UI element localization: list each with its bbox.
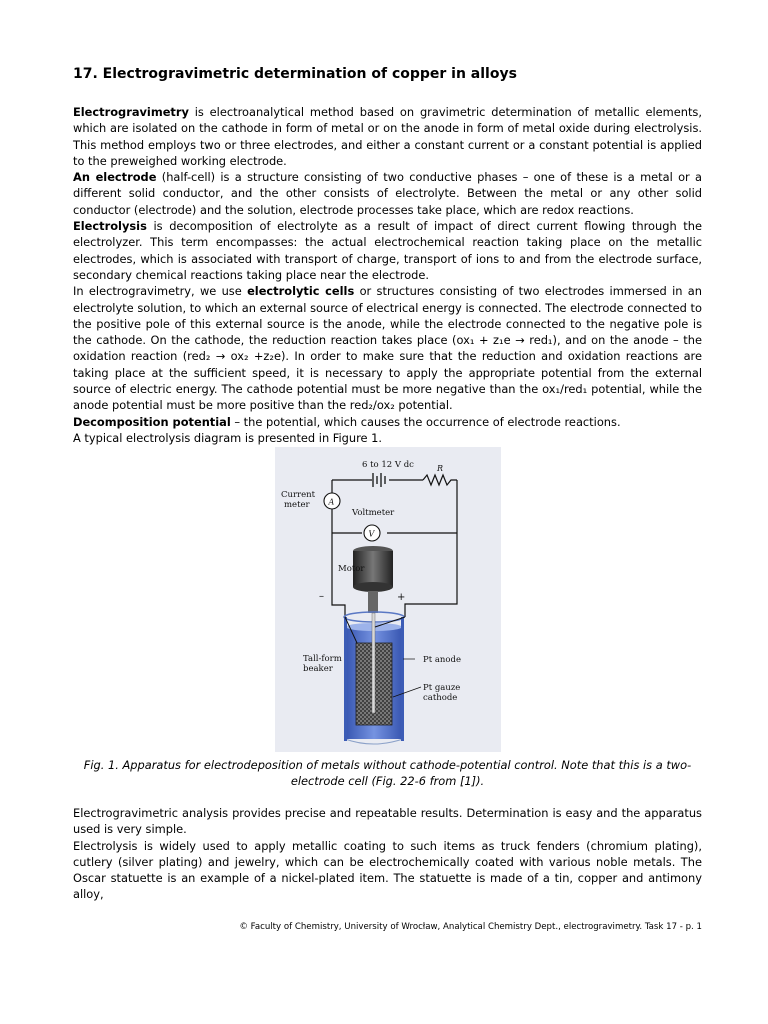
voltage-label: 6 to 12 V dc — [362, 460, 414, 470]
paragraph-electrogravimetry — [73, 104, 702, 169]
document-page — [73, 64, 703, 902]
paragraph-lead: In electrogravimetry, we use — [73, 284, 248, 299]
ammeter-label-line1: Current — [281, 490, 316, 500]
term-electrolysis: Electrolysis — [73, 219, 147, 234]
paragraph-text: is decomposition of electrolyte as a result of impact of direct current flowing through the electrolyzer. This term encompasses: the actual electrochemical reaction taking place on the metallic electrodes, which is associated with transport of charge, transport of ions to and from the electrode surface, secondary chemical reactions taking place near the electrode. — [73, 219, 702, 282]
paragraph-applications: Electrolysis is widely used to apply metallic coating to such items as truck fenders (chromium plating), cutlery (silver plating) and jewelry, which can be electrochemically coated with various noble metals. The Oscar statuette is an example of a nickel-plated item. The statuette is made of a tin, copper and antimony alloy, — [73, 838, 702, 902]
beaker-label-line2: beaker — [303, 664, 333, 674]
minus-sign: – — [319, 591, 324, 602]
beaker-wall-left — [344, 617, 347, 741]
paragraph-text: or structures consisting of two electrodes immersed in an electrolyte solution, to which an external source of electrical energy is connected. The electrode connected to the positive pole of this external source is the anode, while the electrode connected to the negative pole is the cathode. On the cathode, the reduction reaction takes place (ox₁ + z₁e → red₁), and on the anode – the oxidation reaction (red₂ → ox₂ +z₂e). In order to make sure that the reduction and oxidation reactions are taking place at the sufficient speed, it is necessary to apply the appropriate potential from the external source of electric energy. The cathode potential must be more negative than the ox₁/red₁ potential, while the anode potential must be more positive than the red₂/ox₂ potential. — [73, 284, 702, 413]
page-title: 17. Electrogravimetric determination of copper in alloys — [73, 66, 517, 82]
term-electrolytic-cells: electrolytic cells — [247, 284, 355, 299]
plus-sign: + — [397, 592, 406, 603]
paragraph-text: is electroanalytical method based on gravimetric determination of metallic elements, which are isolated on the cathode in form of metal or on the anode in form of metal oxide during electrolysis. This method employs two or three electrodes, and either a constant current or a constant potential is applied to the preweighed working electrode. — [73, 105, 702, 168]
paragraph-electrolysis — [73, 218, 702, 283]
ammeter-label-line2: meter — [284, 500, 310, 510]
closing-paragraphs — [73, 805, 702, 903]
beaker-wall-right — [401, 617, 404, 741]
cathode-label-line2: cathode — [423, 693, 458, 703]
paragraph-figure-reference: A typical electrolysis diagram is presented in Figure 1. — [73, 430, 383, 445]
cathode-label-line1: Pt gauze — [423, 683, 461, 693]
term-electrogravimetry: Electrogravimetry — [73, 105, 189, 119]
voltmeter-symbol: V — [368, 529, 375, 539]
figure-caption: Fig. 1. Apparatus for electrodeposition of metals without cathode-potential control. Note that this is a two-electrode cell (Fig. 22-6 from [1]). — [83, 758, 692, 789]
paragraph-analysis: Electrogravimetric analysis provides precise and repeatable results. Determination is easy and the apparatus used is very simple. — [73, 806, 702, 837]
paragraph-text: – the potential, which causes the occurrence of electrode reactions. — [230, 414, 621, 429]
paragraph-electrode — [73, 169, 702, 218]
paragraph-electrolytic-cells — [73, 283, 702, 413]
motor-shaft-holder — [368, 591, 378, 613]
paragraph-decomposition-potential — [73, 414, 702, 430]
motor-bottom — [353, 582, 393, 592]
page-footer: © Faculty of Chemistry, University of Wrocław, Analytical Chemistry Dept., electrogravimetry. Task 17 - p. 1 — [239, 922, 702, 932]
resistor-label: R — [437, 464, 444, 473]
term-electrode: An electrode — [73, 170, 157, 185]
voltmeter-label: Voltmeter — [352, 508, 395, 518]
electrolysis-apparatus-figure — [275, 447, 501, 752]
beaker-label-line1: Tall-form — [303, 654, 342, 664]
motor-label: Motor — [338, 564, 365, 574]
ammeter-symbol: A — [328, 497, 335, 507]
term-decomposition-potential: Decomposition potential — [73, 414, 231, 429]
apparatus-diagram — [275, 447, 501, 752]
paragraph-text: (half-cell) is a structure consisting of two conductive phases – one of these is a metal or a different solid conductor, and the other consists of electrolyte. Between the metal or any other solid conductor (electrode) and the solution, electrode processes take place, which are redox reactions. — [73, 170, 703, 217]
pt-anode — [372, 613, 375, 713]
anode-label: Pt anode — [423, 655, 461, 665]
